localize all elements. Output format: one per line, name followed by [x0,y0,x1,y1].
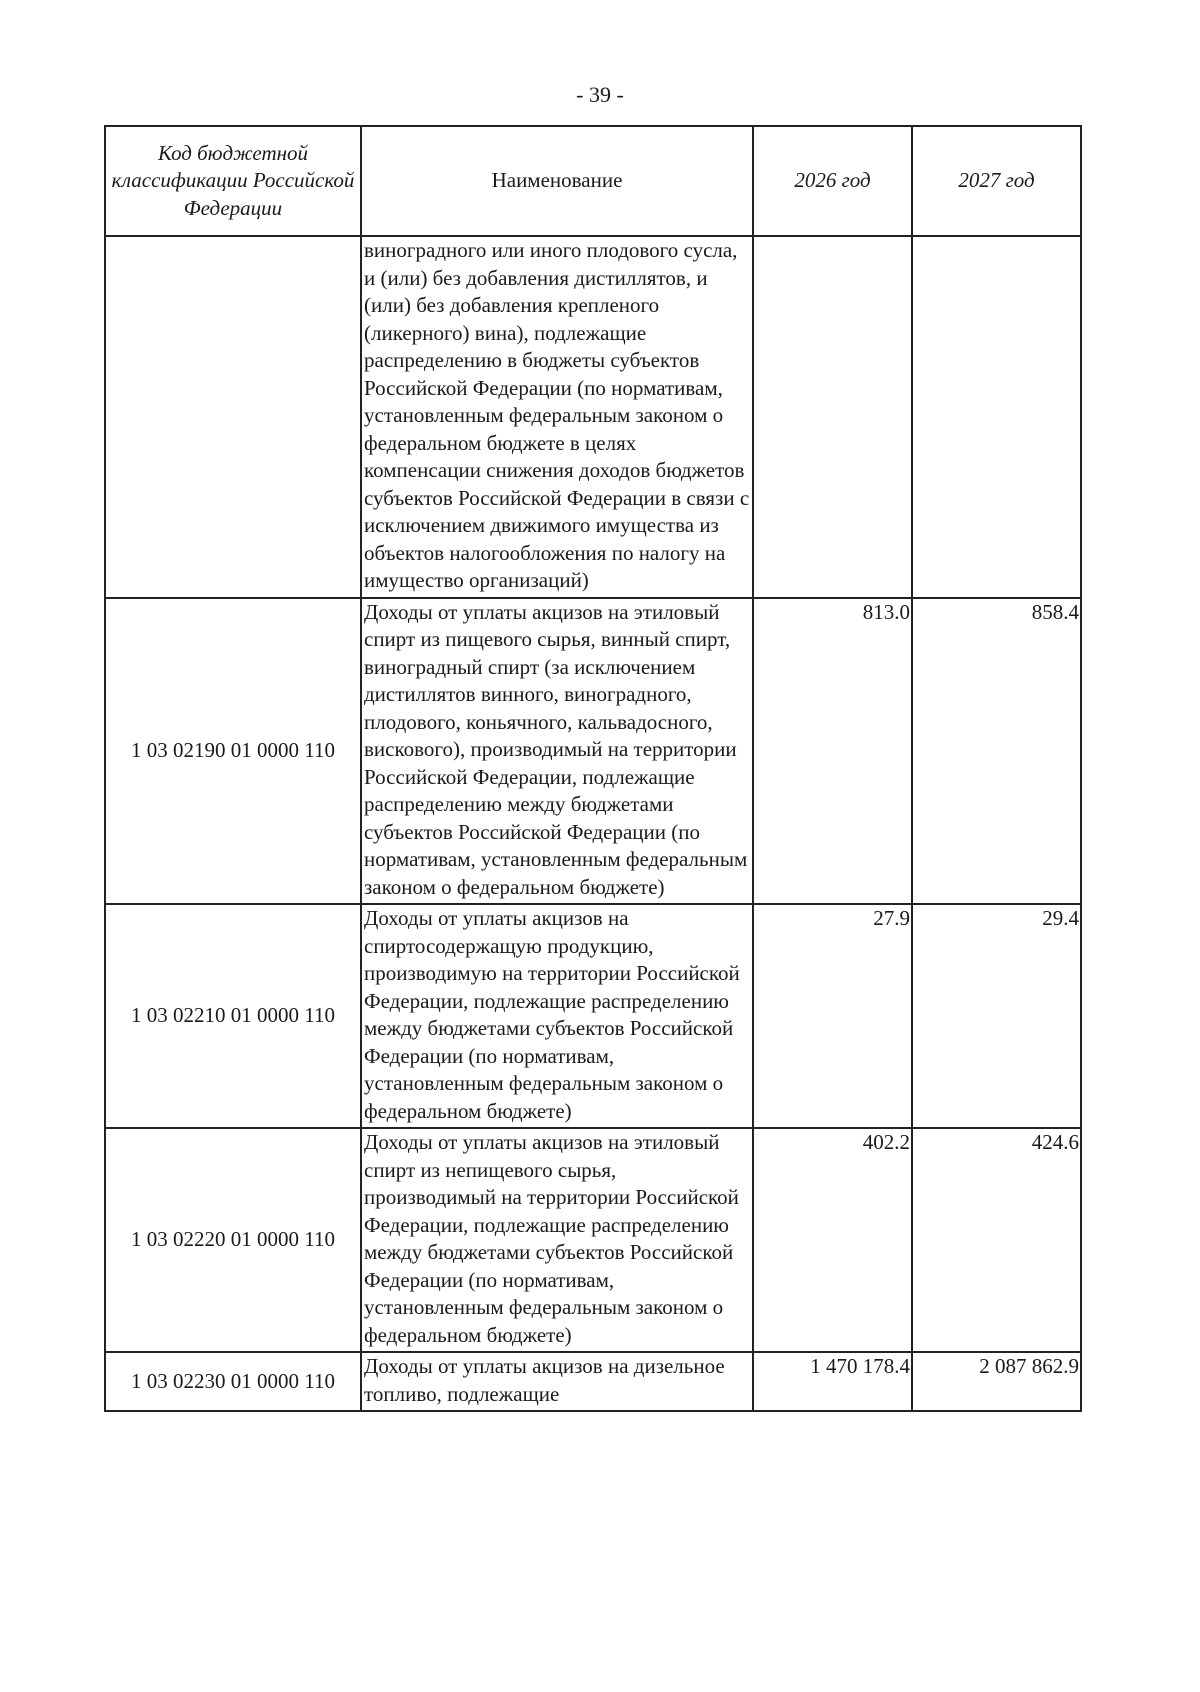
value-2026-cell: 813.0 [753,598,912,905]
table-row [105,1352,1081,1411]
value-2027-cell: 858.4 [912,598,1081,905]
revenue-name-cell: Доходы от уплаты акцизов на спиртосодержащую продукцию, производимую на территории Российской Федерации, подлежащие распределению между бюджетами субъектов Российской Федерации (по нормативам, установленным федеральным законом о федеральном бюджете) [361,904,753,1128]
value-2027-cell: 29.4 [912,904,1081,1128]
revenue-name-cell: Доходы от уплаты акцизов на дизельное топливо, подлежащие [361,1352,753,1411]
value-2026-cell: 27.9 [753,904,912,1128]
table-header-row [105,126,1081,236]
value-2027-cell: 2 087 862.9 [912,1352,1081,1411]
value-2026-cell: 1 470 178.4 [753,1352,912,1411]
header-name: Наименование [361,126,753,236]
revenue-name-cell: Доходы от уплаты акцизов на этиловый спирт из непищевого сырья, производимый на территории Российской Федерации, подлежащие распределению между бюджетами субъектов Российской Федерации (по нормативам, установленным федеральным законом о федеральном бюджете) [361,1128,753,1352]
header-code: Код бюджетной классификации Российской Федерации [105,126,361,236]
budget-code-cell: 1 03 02210 01 0000 110 [105,904,361,1128]
budget-code-cell: 1 03 02230 01 0000 110 [105,1352,361,1411]
value-2026-cell: 402.2 [753,1128,912,1352]
value-2027-cell: 424.6 [912,1128,1081,1352]
table-row [105,598,1081,905]
table-row [105,904,1081,1128]
budget-code-cell: 1 03 02190 01 0000 110 [105,598,361,905]
budget-revenue-table [104,125,1082,1412]
value-2026-cell [753,236,912,598]
budget-code-cell: 1 03 02220 01 0000 110 [105,1128,361,1352]
header-year-2026: 2026 год [753,126,912,236]
revenue-name-cell: Доходы от уплаты акцизов на этиловый спирт из пищевого сырья, винный спирт, виноградный спирт (за исключением дистиллятов винного, виноградного, плодового, коньячного, кальвадосного, вискового), производимый на территории Российской Федерации, подлежащие распределению между бюджетами субъектов Российской Федерации (по нормативам, установленным федеральным законом о федеральном бюджете) [361,598,753,905]
revenue-name-cell: виноградного или иного плодового сусла, и (или) без добавления дистиллятов, и (или) без добавления крепленого (ликерного) вина), подлежащие распределению в бюджеты субъектов Российской Федерации (по нормативам, установленным федеральным законом о федеральном бюджете в целях компенсации снижения доходов бюджетов субъектов Российской Федерации в связи с исключением движимого имущества из объектов налогообложения по налогу на имущество организаций) [361,236,753,598]
header-year-2027: 2027 год [912,126,1081,236]
value-2027-cell [912,236,1081,598]
budget-code-cell [105,236,361,598]
page-number: - 39 - [576,82,624,107]
table-row [105,236,1081,598]
table-row [105,1128,1081,1352]
